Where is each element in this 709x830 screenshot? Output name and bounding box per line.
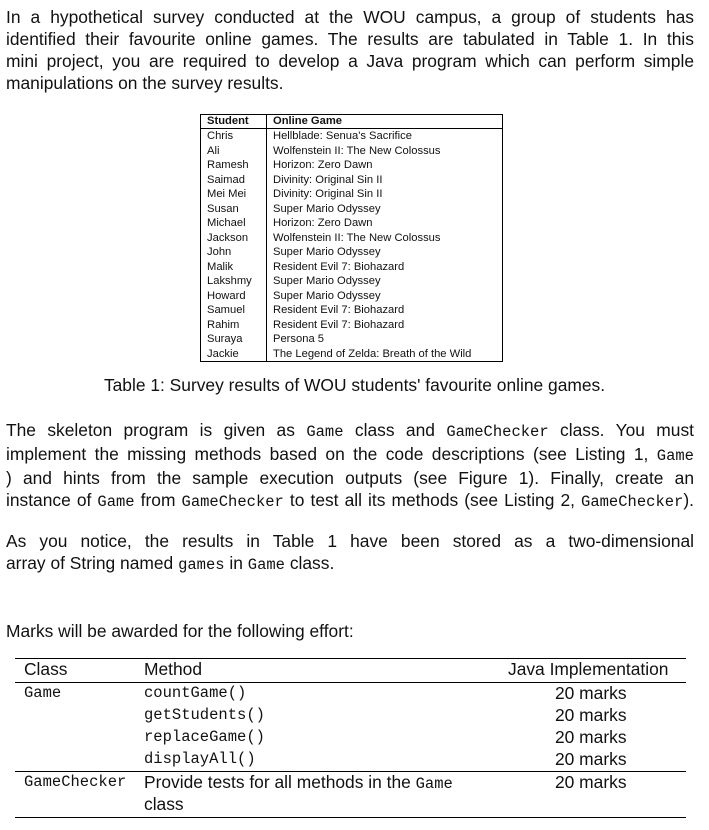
intro-line: In a hypothetical survey conducted at the WOU campus, a group of students has [6,7,694,27]
game-cell: Divinity: Original Sin II [273,173,383,186]
text: class. You must [548,420,694,440]
code-game: Game [306,423,344,441]
method-cell: getStudents() [144,706,265,724]
class-gamechecker: GameChecker [24,773,127,791]
text: instance of [6,490,98,510]
marks-cell: 20 marks [555,772,627,792]
notice-paragraph [6,530,694,576]
text: The skeleton program is given as [6,420,307,440]
table-caption: Table 1: Survey results of WOU students' favourite online games. [103,375,606,395]
table-row [201,158,502,173]
table-row [201,187,502,202]
game-cell: Super Mario Odyssey [273,246,381,258]
marks-cell: 20 marks [555,749,627,769]
game-cell: Wolfenstein II: The New Colossus [273,231,441,244]
student-cell: Samuel [201,303,267,318]
table-row [201,332,502,347]
game-cell: Super Mario Odyssey [273,202,381,215]
checker-description-cont: class [144,794,184,814]
method-column-header: Method [144,659,203,679]
text: implement the missing methods based on the code descriptions (see Listing 1, [6,444,657,464]
text: from [134,490,182,510]
survey-results-table [200,114,503,362]
class-game: Game [24,684,62,702]
student-cell: Malik [201,260,267,275]
marks-cell: 20 marks [555,683,627,703]
marks-cell: 20 marks [555,705,627,725]
student-column-header: Student [201,115,267,128]
text: array of String named [6,553,179,573]
notice-line: As you notice, the results in Table 1 have been stored as a two-dimensional [6,531,694,551]
game-cell: Super Mario Odyssey [273,275,381,287]
table-row [201,260,502,275]
game-cell: Resident Evil 7: Biohazard [273,304,405,316]
skeleton-line [6,443,694,467]
table-row [201,144,502,159]
student-cell: Rahim [201,318,267,333]
table-row [201,303,502,318]
student-cell: Jackson [201,231,267,246]
code-game: Game [97,493,135,511]
game-cell: Persona 5 [273,333,324,345]
game-cell: Divinity: Original Sin II [273,188,383,200]
game-cell: The Legend of Zelda: Breath of the Wild [273,347,472,360]
intro-line: manipulations on the survey results. [6,73,284,93]
table-row [201,202,502,217]
table-row [201,245,502,260]
student-cell: John [201,245,267,260]
student-cell: Howard [201,289,267,304]
student-cell: Ali [201,144,267,159]
table-row [201,318,502,333]
implementation-column-header: Java Implementation [508,659,669,679]
game-cell: Horizon: Zero Dawn [273,159,373,171]
checker-description [144,771,453,795]
intro-line: mini project, you are required to develop a Java program which can perform simple [6,51,694,71]
game-cell: Super Mario Odyssey [273,289,381,302]
text: class. [285,553,335,573]
table-row [201,274,502,289]
intro-paragraph [6,6,694,94]
code-game: Game [656,447,694,465]
game-cell: Horizon: Zero Dawn [273,217,373,229]
code-game: Game [247,556,285,574]
code-gamechecker: GameChecker [581,493,684,511]
student-cell: Susan [201,202,267,217]
code-game: Game [415,775,453,793]
student-cell: Chris [201,129,267,144]
skeleton-line: ) and hints from the sample execution outputs (see Figure 1). Finally, create an [6,468,694,488]
table-row [201,129,502,144]
code-gamechecker: GameChecker [181,493,284,511]
game-cell: Resident Evil 7: Biohazard [273,318,405,331]
game-column-header: Online Game [273,115,343,127]
skeleton-line [6,419,694,443]
code-games: games [178,556,225,574]
marks-intro: Marks will be awarded for the following effort: [6,621,354,641]
text: class and [343,420,447,440]
table-row [201,173,502,188]
survey-table-body [201,129,502,361]
table-row [201,216,502,231]
intro-line: identified their favourite online games. The results are tabulated in Table 1. In this [6,29,694,49]
student-cell: Mei Mei [201,187,267,202]
class-column-header: Class [24,659,68,679]
text: to test all its methods (see Listing 2, [283,490,582,510]
game-cell: Resident Evil 7: Biohazard [273,260,405,273]
text: ). [683,490,694,510]
text: Provide tests for all methods in the [144,772,416,792]
game-cell: Hellblade: Senua's Sacrifice [273,130,412,142]
notice-line [6,552,694,576]
student-cell: Jackie [201,347,267,362]
table-rule [15,817,686,818]
student-cell: Saimad [201,173,267,188]
method-cell: displayAll() [144,750,256,768]
text: in [224,553,248,573]
table-row [201,231,502,246]
skeleton-paragraph [6,419,694,513]
code-gamechecker: GameChecker [446,423,549,441]
marks-cell: 20 marks [555,727,627,747]
table-row [201,347,502,362]
student-cell: Michael [201,216,267,231]
method-cell: countGame() [144,684,247,702]
skeleton-line [6,489,694,513]
student-cell: Suraya [201,332,267,347]
student-cell: Ramesh [201,158,267,173]
table-row [201,289,502,304]
method-cell: replaceGame() [144,728,265,746]
student-cell: Lakshmy [201,274,267,289]
survey-table-header [201,115,502,129]
game-cell: Wolfenstein II: The New Colossus [273,144,441,157]
